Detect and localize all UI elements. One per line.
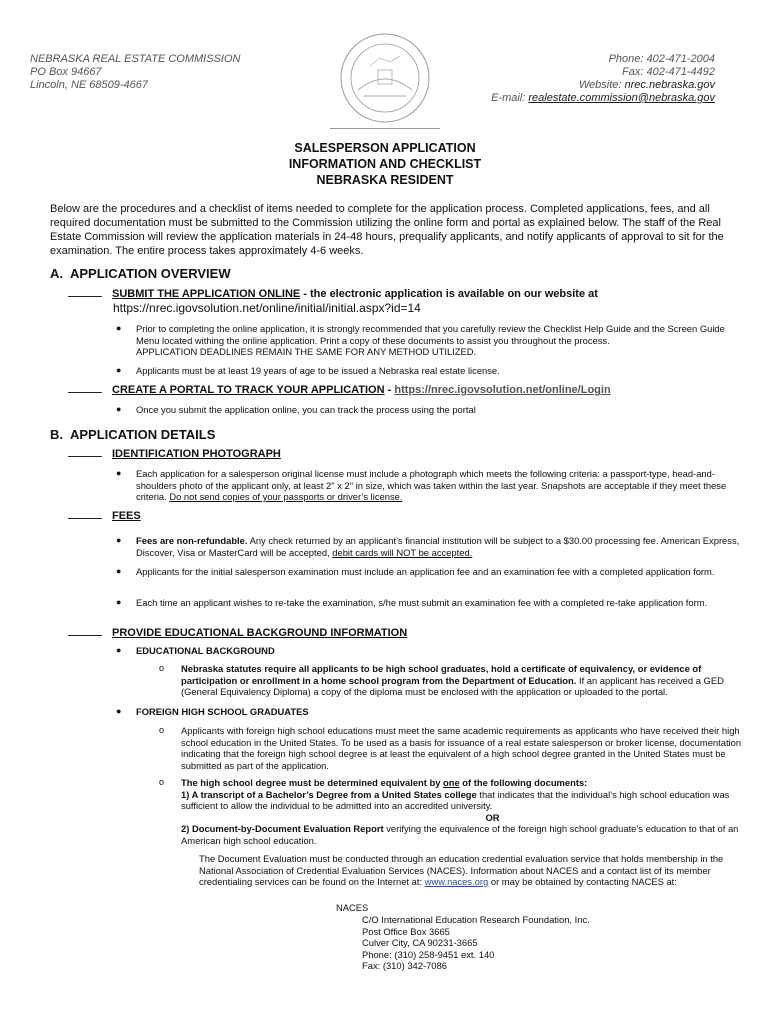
portal-url[interactable]: https://nrec.igovsolution.net/online/Login [394, 384, 611, 396]
org-name: NEBRASKA REAL ESTATE COMMISSION [30, 53, 241, 65]
list-item: ● Prior to completing the online application, it is strongly recommended that you carefully review the Checklist Help Guide and the Screen Guide Menu located withing the online application. Print a copy of these documents to assist you throughout the process. APPLICATION DEADLINES REMAIN THE SAME FOR ANY METHOD UTILIZED. [116, 323, 725, 357]
submit-online-item: SUBMIT THE APPLICATION ONLINE - the electronic application is available on our website at [68, 287, 598, 300]
list-item: ● Applicants must be at least 19 years of age to be issued a Nebraska real estate license. [116, 365, 500, 376]
checkbox-line[interactable] [68, 383, 102, 393]
phone: Phone: 402-471-2004 [608, 53, 715, 65]
naces-label: NACES [336, 902, 369, 913]
website-link[interactable]: nrec.nebraska.gov [624, 79, 715, 91]
seal-divider [330, 128, 440, 129]
list-item: ● EDUCATIONAL BACKGROUND [116, 645, 275, 656]
photo-item: IDENTIFICATION PHOTOGRAPH [68, 447, 281, 460]
list-item: o Applicants with foreign high school educations must meet the same academic requirements as applicants who have received their high school education in the United States. To be used as a basis for issuance of a real estate salesperson or broker license, documentation indicating that the foreign high school degree is at least the equivalent of a high school degree granted in the United States must be submitted as part of the application. [159, 725, 742, 771]
fees-item: FEES [68, 509, 141, 522]
letterhead-address [30, 53, 240, 92]
fax: Fax: 402-471-4492 [622, 66, 715, 78]
checkbox-line[interactable] [68, 447, 102, 457]
checkbox-line[interactable] [68, 287, 102, 297]
email-link[interactable]: realestate.commission@nebraska.gov [528, 92, 715, 104]
section-a-heading: A. APPLICATION OVERVIEW [50, 266, 231, 281]
city-zip: Lincoln, NE 68509-4667 [30, 79, 149, 91]
document-title: SALESPERSON APPLICATION INFORMATION AND CHECKLIST NEBRASKA RESIDENT [288, 141, 482, 187]
email-line: E-mail: realestate.commission@nebraska.gov [491, 92, 715, 104]
state-seal-image [330, 30, 440, 130]
list-item: o The high school degree must be determined equivalent by one of the following documents: 1) A transcript of a Bachelor’s Degree from a United States college that indicates that the individual’s high school education was sufficient to allow the individual to be admitted into an accredited university. OR 2) Document-by-Document Evaluation Report verifying the equivalence of the foreign high school graduate’s education to that of an American high school education. [159, 777, 739, 846]
list-item: ● Each application for a salesperson original license must include a photograph which meets the following criteria: a passport-type, head-and-shoulders photo of the applicant only, at least 2" x 2" in size, which was taken within the last year. Snapshots are acceptable if they meet these criteria. Do not send copies of your passports or driver’s license. [116, 468, 727, 502]
list-item: ● Fees are non-refundable. Any check returned by an applicant’s financial institution will be subject to a $30.00 processing fee. American Express, Discover, Visa or MasterCard will be accepted, debit cards will NOT be accepted. [116, 535, 740, 558]
checkbox-line[interactable] [68, 509, 102, 519]
list-item: ● Each time an applicant wishes to re-take the examination, s/he must submit an examination fee with a completed re-take application form. [116, 597, 708, 608]
naces-link[interactable]: www.naces.org [424, 876, 489, 887]
po-box: PO Box 94667 [30, 66, 102, 78]
list-item: ● FOREIGN HIGH SCHOOL GRADUATES [116, 706, 309, 717]
education-item: PROVIDE EDUCATIONAL BACKGROUND INFORMATION [68, 626, 407, 639]
section-b-heading: B. APPLICATION DETAILS [50, 427, 216, 442]
create-portal-item: CREATE A PORTAL TO TRACK YOUR APPLICATION - https://nrec.igovsolution.net/online/Login [68, 383, 611, 396]
evaluation-paragraph: The Document Evaluation must be conducted through an education credential evaluation service that holds membership in the National Association of Credential Evaluation Services (NACES). Information about NACES and a contact list of its member credentialing services can be found on the Internet at: www.naces.org or may be obtained by contacting NACES at: [199, 853, 724, 887]
list-item: o Nebraska statutes require all applicants to be high school graduates, hold a certificate of equivalency, or evidence of participation or enrollment in a home school program from the Department of Education. If an applicant has received a GED (General Equivalency Diploma) a copy of the diploma must be enclosed with the application or uploaded to the portal. [159, 663, 724, 697]
list-item: ● Applicants for the initial salesperson examination must include an application fee and an examination fee with a completed application form. [116, 566, 715, 577]
website-line: Website: nrec.nebraska.gov [578, 79, 715, 91]
list-item: ● Once you submit the application online, you can track the process using the portal [116, 404, 476, 415]
letterhead-contact [491, 53, 715, 105]
intro-paragraph: Below are the procedures and a checklist of items needed to complete for the application process. Completed applications, fees, and all required documentation must be submitted to the Commission utilizing the online form and portal as explained below. The staff of the Real Estate Commission will review the application materials in 24-48 hours, prequalify applicants, and notify applicants of approval to sit for the examination. The entire process takes approximately 4-6 weeks. [50, 203, 724, 257]
application-url[interactable]: https://nrec.igovsolution.net/online/initial/initial.aspx?id=14 [113, 301, 421, 315]
naces-address: C/O International Education Research Foundation, Inc. Post Office Box 3665 Culver City, CA 90231-3665 Phone: (310) 258-9451 ext. 140 Fax: (310) 342-7086 [362, 914, 590, 971]
checkbox-line[interactable] [68, 626, 102, 636]
